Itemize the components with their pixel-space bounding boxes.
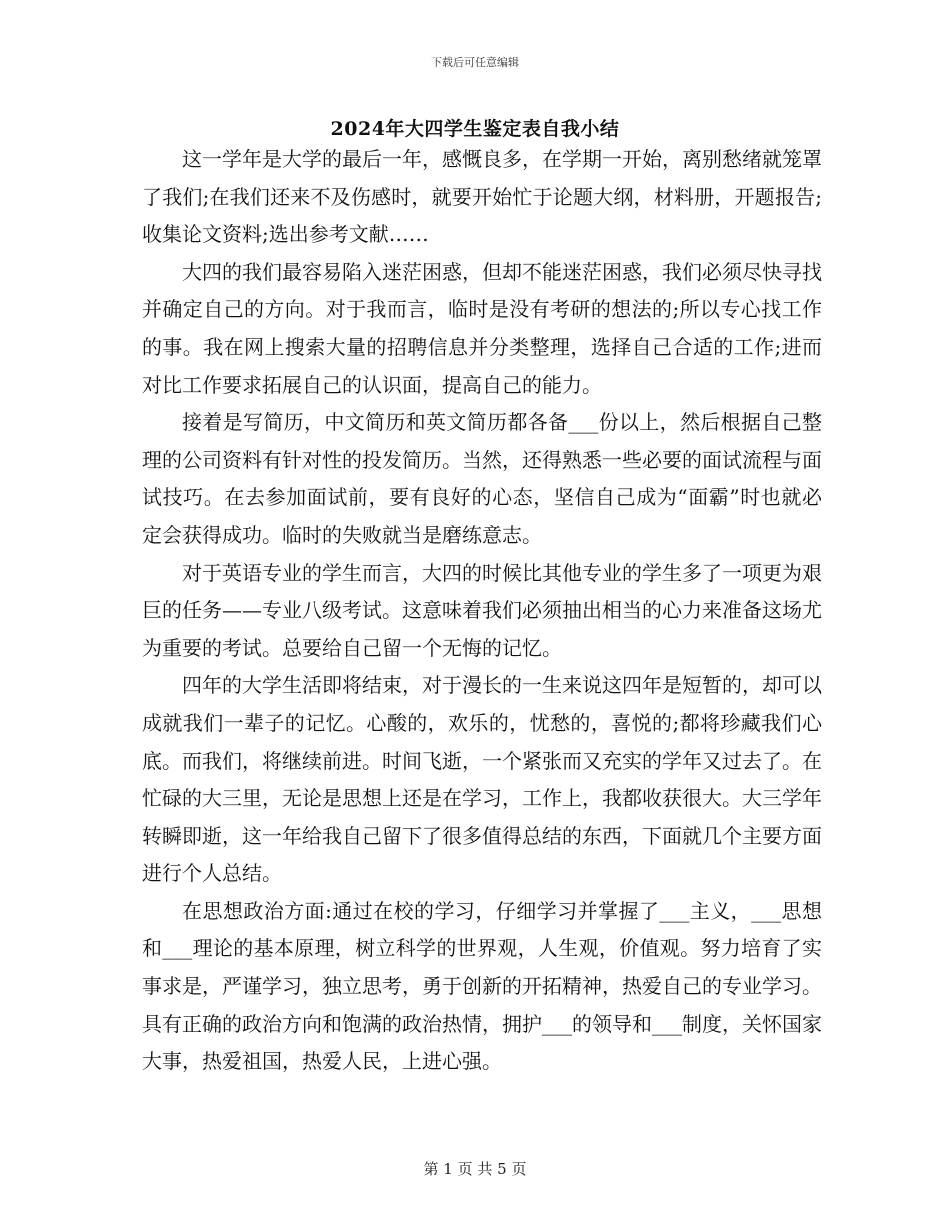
paragraph-4: 对于英语专业的学生而言，大四的时候比其他专业的学生多了一项更为艰巨的任务——专业八级考试。这意味着我们必须抽出相当的心力来准备这场尤为重要的考试。总要给自己留一个无悔的记忆。 — [142, 560, 822, 660]
paragraph-1: 这一学年是大学的最后一年，感慨良多，在学期一开始，离别愁绪就笼罩了我们;在我们还来不及伤感时，就要开始忙于论题大纲，材料册，开题报告;收集论文资料;选出参考文献…… — [142, 147, 822, 247]
document-body — [142, 141, 822, 1081]
paragraph-6: 在思想政治方面:通过在校的学习，仔细学习并掌握了___主义，___思想和___理论的基本原理，树立科学的世界观，人生观，价值观。努力培育了实事求是，严谨学习，独立思考，勇于创新的开拓精神，热爱自己的专业学习。具有正确的政治方向和饱满的政治热情，拥护___的领导和___制度，关怀国家大事，热爱祖国，热爱人民，上进心强。 — [142, 898, 822, 1074]
header-note: 下载后可任意编辑 — [431, 56, 519, 69]
document-title: 2024年大四学生鉴定表自我小结 — [330, 118, 620, 140]
paragraph-5: 四年的大学生活即将结束，对于漫长的一生来说这四年是短暂的，却可以成就我们一辈子的记忆。心酸的，欢乐的，忧愁的，喜悦的;都将珍藏我们心底。而我们，将继续前进。时间飞逝，一个紧张而又充实的学年又过去了。在忙碌的大三里，无论是思想上还是在学习，工作上，我都收获很大。大三学年转瞬即逝，这一年给我自己留下了很多值得总结的东西，下面就几个主要方面进行个人总结。 — [142, 673, 822, 886]
paragraph-3: 接着是写简历，中文简历和英文简历都各备___份以上，然后根据自己整理的公司资料有针对性的投发简历。当然，还得熟悉一些必要的面试流程与面试技巧。在去参加面试前，要有良好的心态，坚信自己成为“面霸”时也就必定会获得成功。临时的失败就当是磨练意志。 — [142, 410, 822, 547]
page-footer: 第 1 页 共 5 页 — [423, 1160, 527, 1178]
paragraph-2: 大四的我们最容易陷入迷茫困惑，但却不能迷茫困惑，我们必须尽快寻找并确定自己的方向。对于我而言，临时是没有考研的想法的;所以专心找工作的事。我在网上搜索大量的招聘信息并分类整理，选择自己合适的工作;进而对比工作要求拓展自己的认识面，提高自己的能力。 — [142, 259, 822, 397]
